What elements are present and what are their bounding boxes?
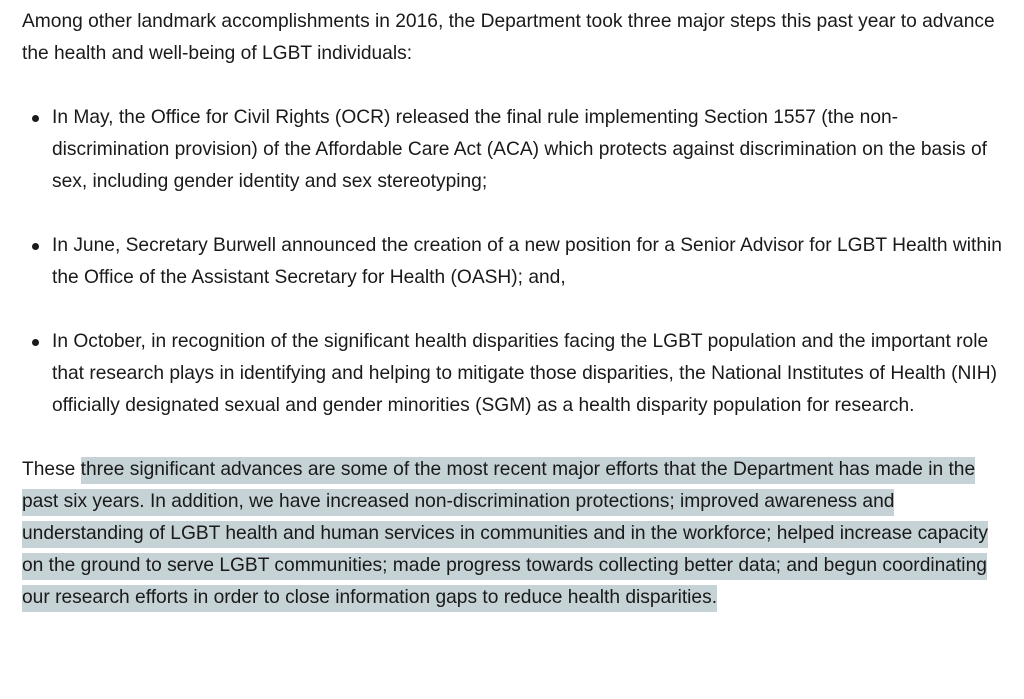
closing-paragraph[interactable] — [22, 454, 1012, 614]
intro-paragraph: Among other landmark accomplishments in 2016, the Department took three major steps this past year to advance the health and well-being of LGBT individuals: — [22, 11, 995, 64]
list-item-june: In June, Secretary Burwell announced the creation of a new position for a Senior Advisor for LGBT Health within the Office of the Assistant Secretary for Health (OASH); and, — [52, 230, 1012, 294]
closing-lead-text: These — [22, 459, 81, 480]
list-item-may: In May, the Office for Civil Rights (OCR) released the final rule implementing Section 1557 (the non-discrimination provision) of the Affordable Care Act (ACA) which protects against discrimination on the basis of sex, including gender identity and sex stereotyping; — [52, 102, 1012, 198]
list-item-october: In October, in recognition of the significant health disparities facing the LGBT population and the important role that research plays in identifying and helping to mitigate those disparities, the National Institutes of Health (NIH) officially designated sexual and gender minorities (SGM) as a health disparity population for research. — [52, 326, 1012, 422]
accomplishments-list — [22, 102, 1012, 422]
document-body — [22, 6, 1012, 614]
selected-text[interactable]: three significant advances are some of the most recent major efforts that the Department has made in the past six years. In addition, we have increased non-discrimination protections; improved awareness and understanding of LGBT health and human services in communities and in the workforce; helped increase capacity on the ground to serve LGBT communities; made progress towards collecting better data; and begun coordinating our research efforts in order to close information gaps to reduce health disparities. — [22, 457, 988, 612]
